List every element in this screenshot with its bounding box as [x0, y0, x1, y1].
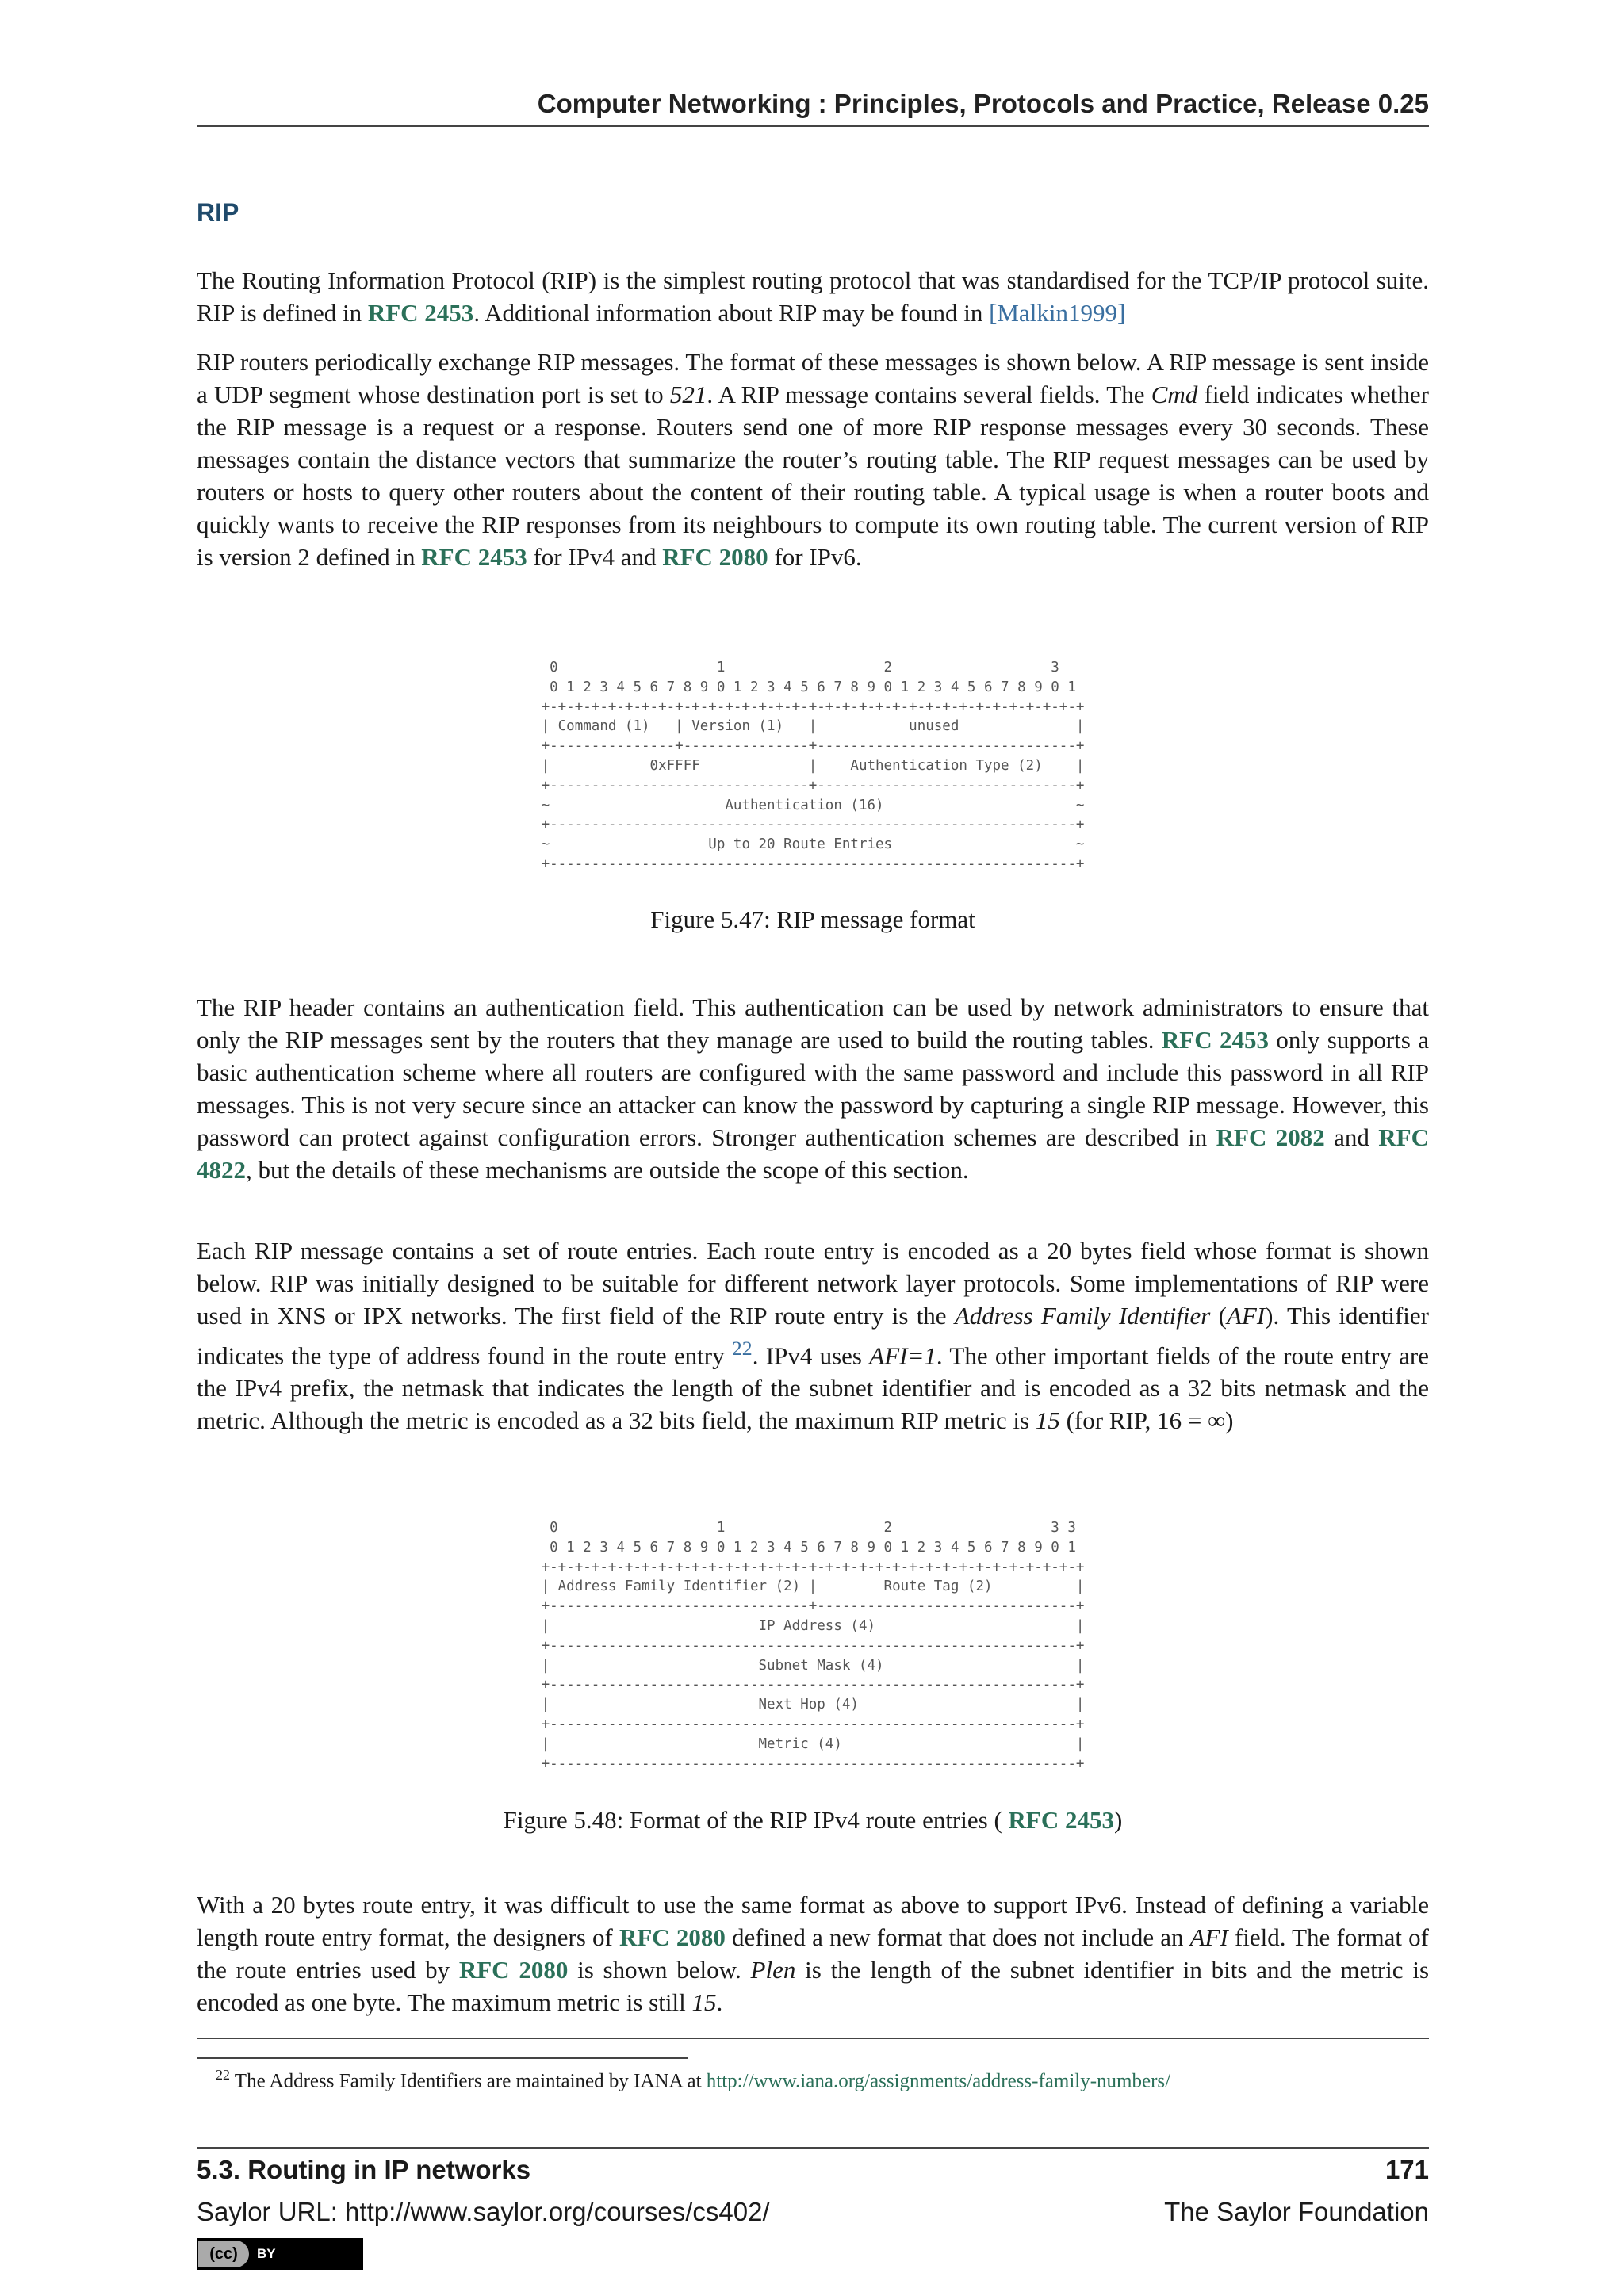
- footer-section-row: [197, 2155, 1429, 2185]
- footer-section-title: 5.3. Routing in IP networks: [197, 2155, 531, 2184]
- cc-by-license-badge: [197, 2238, 363, 2270]
- rfc-2453-link[interactable]: RFC 2453: [421, 543, 527, 571]
- rip-message-diagram: 0 1 2 3 0 1 2 3 4 5 6 7 8 9 0 1 2 3 4 5 6 7 8 9 0 1 2 3 4 5 6 7 8 9 0 1 +-+-+-+-+-+-+-+-+-+-+-+-+-+-+-+-+-+-+-+-+-+-+-+-+-+-+-+-+-+-+-+-+ | Command (1) | Version (1) | unused | +---------------+---------------+-------------------------------+ | 0xFFFF | Authentication Type (2) | +-------------------------------+-------------------------------+ ~ Authentication (16) ~ +---------------------------------------------------------------+ ~ Up to 20 Route Entries ~ +---------------------------------------------------------------+: [541, 660, 1085, 872]
- footnote-22-ref[interactable]: 22: [731, 1337, 753, 1360]
- citation-malkin1999-link[interactable]: [Malkin1999]: [989, 299, 1126, 327]
- rfc-4822-link[interactable]: RFC 4822: [197, 1123, 1429, 1184]
- footnote-short-divider: [197, 2057, 688, 2059]
- running-header: Computer Networking : Principles, Protocols and Practice, Release 0.25: [197, 89, 1429, 127]
- paragraph-4: Each RIP message contains a set of route entries. Each route entry is encoded as a 20 bytes field whose format is shown below. RIP was initially designed to be suitable for different network layer protocols. Some implementations of RIP were used in XNS or IPX networks. The first field of the RIP route entry is the Address Family Identifier (AFI). This identifier indicates the type of address found in the route entry $^{22}$. IPv4 uses AFI=1. The other important fields of the route entry are the IPv4 prefix, the netmask that indicates the length of the subnet identifier and is encoded as a 32 bits netmask and the metric. Although the metric is encoded as a 32 bits field, the maximum RIP metric is 15 (for RIP, 16 = ∞): [197, 1237, 1429, 1435]
- rfc-2082-link[interactable]: RFC 2082: [1216, 1123, 1325, 1151]
- figure-5-47-caption: Figure 5.47: RIP message format: [650, 905, 975, 933]
- paragraph-1: The Routing Information Protocol (RIP) is the simplest routing protocol that was standardised for the TCP/IP protocol suite. RIP is defined in RFC 2453. Additional information about RIP may be found in [Malkin1999]: [197, 266, 1429, 327]
- paragraph-5: With a 20 bytes route entry, it was difficult to use the same format as above to support IPv6. Instead of defining a variable length route entry format, the designers of RFC 2080 defined a new format that does not include an AFI field. The format of the route entries used by RFC 2080 is shown below. Plen is the length of the subnet identifier in bits and the metric is encoded as one byte. The maximum metric is still 15.: [197, 1891, 1430, 2016]
- rfc-2080-link[interactable]: RFC 2080: [662, 543, 768, 571]
- figure-rip-message-format: [197, 658, 1429, 874]
- cc-icon: (cc): [198, 2241, 249, 2267]
- rfc-2453-link[interactable]: RFC 2453: [1161, 1026, 1269, 1054]
- saylor-url: Saylor URL: http://www.saylor.org/courses/cs402/: [197, 2197, 770, 2226]
- saylor-foundation: The Saylor Foundation: [1164, 2197, 1429, 2226]
- page-number: 171: [1385, 2155, 1429, 2184]
- rfc-2453-link[interactable]: RFC 2453: [367, 299, 474, 327]
- footnote-divider: [197, 2038, 1429, 2039]
- rfc-2080-link[interactable]: RFC 2080: [458, 1956, 569, 1984]
- figure-rip-ipv4-route-entries: [197, 1518, 1429, 1774]
- footer-source-row: [197, 2197, 1429, 2227]
- footnote-22: $^{22}$ The Address Family Identifiers are maintained by IANA at http://www.iana.org/assignments/address-family-numbers/: [216, 2067, 1171, 2092]
- section-title: RIP: [197, 198, 239, 227]
- rfc-2453-link[interactable]: RFC 2453: [1008, 1806, 1114, 1834]
- iana-afi-link[interactable]: http://www.iana.org/assignments/address-family-numbers/: [706, 2070, 1171, 2092]
- rfc-2080-link[interactable]: RFC 2080: [619, 1923, 726, 1951]
- paragraph-3: The RIP header contains an authentication field. This authentication can be used by network administrators to ensure that only the RIP messages sent by the routers that they manage are used to build the routing tables. RFC 2453 only supports a basic authentication scheme where all routers are configured with the same password and include this password in all RIP messages. This is not very secure since an attacker can know the password by capturing a single RIP message. However, this password can protect against configuration errors. Stronger authentication schemes are described in RFC 2082 and RFC 4822, but the details of these mechanisms are outside the scope of this section.: [197, 993, 1429, 1184]
- rip-route-entry-diagram: 0 1 2 3 3 0 1 2 3 4 5 6 7 8 9 0 1 2 3 4 5 6 7 8 9 0 1 2 3 4 5 6 7 8 9 0 1 +-+-+-+-+-+-+-+-+-+-+-+-+-+-+-+-+-+-+-+-+-+-+-+-+-+-+-+-+-+-+-+-+ | Address Family Identifier (2) | Route Tag (2) | +-------------------------------+-------------------------------+ | IP Address (4) | +---------------------------------------------------------------+ | Subnet Mask (4) | +---------------------------------------------------------------+ | Next Hop (4) | +---------------------------------------------------------------+ | Metric (4) | +---------------------------------------------------------------+: [541, 1520, 1085, 1772]
- footer-divider: [197, 2147, 1429, 2149]
- figure-5-48-caption: Figure 5.48: Format of the RIP IPv4 route entries ( RFC 2453): [503, 1806, 1123, 1834]
- by-label: BY: [257, 2246, 276, 2261]
- paragraph-2: RIP routers periodically exchange RIP messages. The format of these messages is shown below. A RIP message is sent inside a UDP segment whose destination port is set to 521. A RIP message contains several fields. The Cmd field indicates whether the RIP message is a request or a response. Routers send one of more RIP response messages every 30 seconds. These messages contain the distance vectors that summarize the router’s routing table. The RIP request messages can be used by routers or hosts to query other routers about the content of their routing table. A typical usage is when a router boots and quickly wants to receive the RIP responses from its neighbours to compute its own routing table. The current version of RIP is version 2 defined in RFC 2453 for IPv4 and RFC 2080 for IPv6.: [197, 348, 1429, 571]
